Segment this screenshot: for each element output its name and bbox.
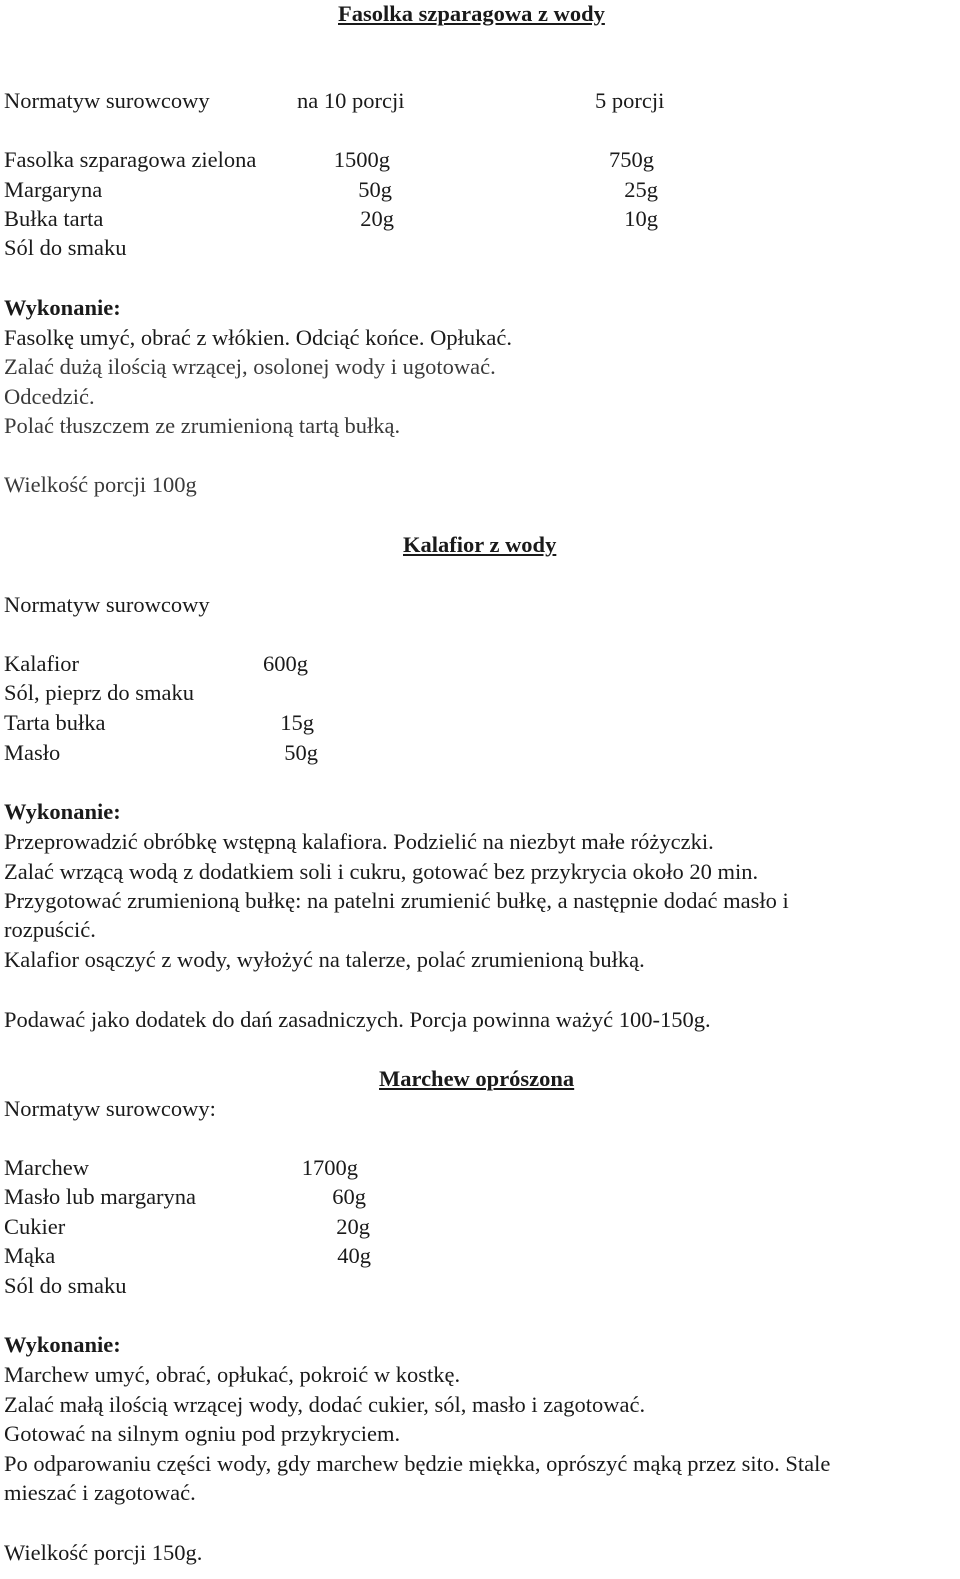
recipe1-col-5: 5 porcji	[595, 88, 665, 113]
recipe3-ingredient-name: Marchew	[4, 1155, 89, 1180]
recipe1-ingredient-q5: 750g	[609, 147, 654, 172]
recipe3-step: Po odparowaniu części wody, gdy marchew będzie miękka, oprószyć mąką przez sito. Stale	[4, 1451, 831, 1476]
recipe1-step: Polać tłuszczem ze zrumienioną tartą bułką.	[4, 413, 401, 438]
recipe3-ingredient-name: Mąka	[4, 1243, 56, 1268]
recipe2-ingredient-name: Masło	[4, 740, 61, 765]
recipe1-portion: Wielkość porcji 100g	[4, 472, 197, 497]
recipe1-step: Zalać dużą ilością wrzącej, osolonej wody i ugotować.	[4, 354, 496, 379]
recipe1-ingredient-name: Fasolka szparagowa zielona	[4, 147, 257, 172]
recipe2-serving: Podawać jako dodatek do dań zasadniczych. Porcja powinna ważyć 100-150g.	[4, 1007, 711, 1032]
recipe1-method-label: Wykonanie:	[4, 295, 121, 320]
recipe2-ingredient-name: Kalafior	[4, 651, 79, 676]
recipe1-step: Fasolkę umyć, obrać z włókien. Odciąć końce. Opłukać.	[4, 325, 512, 350]
recipe1-title: Fasolka szparagowa z wody	[338, 1, 605, 26]
recipe2-ingredient-name: Sól, pieprz do smaku	[4, 680, 194, 705]
recipe3-step: Gotować na silnym ogniu pod przykryciem.	[4, 1421, 401, 1446]
recipe1-col-10: na 10 porcji	[297, 88, 405, 113]
recipe1-ingredient-name: Sól do smaku	[4, 235, 127, 260]
recipe3-ingredient-name: Masło lub margaryna	[4, 1184, 197, 1209]
recipe2-ingredient-qty: 15g	[280, 710, 314, 735]
recipe3-norm-header: Normatyw surowcowy:	[4, 1096, 216, 1121]
recipe3-ingredient-qty: 1700g	[301, 1155, 358, 1180]
recipe1-ingredient-q10: 50g	[358, 177, 392, 202]
recipe2-step: Przeprowadzić obróbkę wstępną kalafiora. Podzielić na niezbyt małe różyczki.	[4, 829, 714, 854]
recipe3-title: Marchew oprószona	[379, 1066, 575, 1091]
recipe2-method-label: Wykonanie:	[4, 799, 121, 824]
recipe3-ingredient-qty: 60g	[332, 1184, 366, 1209]
recipe2-step: Zalać wrzącą wodą z dodatkiem soli i cukru, gotować bez przykrycia około 20 min.	[4, 859, 759, 884]
recipe1-norm-header: Normatyw surowcowy	[4, 88, 210, 113]
recipe2-norm-header: Normatyw surowcowy	[4, 592, 210, 617]
recipe3-step: Marchew umyć, obrać, opłukać, pokroić w kostkę.	[4, 1362, 461, 1387]
recipe2-step: rozpuścić.	[4, 917, 96, 942]
recipe2-ingredient-name: Tarta bułka	[4, 710, 106, 735]
recipe3-step: mieszać i zagotować.	[4, 1480, 196, 1505]
recipe3-ingredient-qty: 20g	[336, 1214, 370, 1239]
recipe1-ingredient-q10: 20g	[360, 206, 394, 231]
recipe3-method-label: Wykonanie:	[4, 1332, 121, 1357]
recipe1-ingredient-name: Bułka tarta	[4, 206, 104, 231]
recipe1-ingredient-q5: 10g	[624, 206, 658, 231]
recipe1-ingredient-q10: 1500g	[333, 147, 390, 172]
recipe2-ingredient-qty: 600g	[263, 651, 308, 676]
recipe1-step: Odcedzić.	[4, 384, 95, 409]
recipe2-step: Kalafior osączyć z wody, wyłożyć na talerze, polać zrumienioną bułką.	[4, 947, 645, 972]
recipe3-ingredient-name: Sól do smaku	[4, 1273, 127, 1298]
recipe3-ingredient-name: Cukier	[4, 1214, 66, 1239]
recipe3-portion: Wielkość porcji 150g.	[4, 1540, 203, 1565]
recipe2-title: Kalafior z wody	[403, 532, 557, 557]
recipe2-step: Przygotować zrumienioną bułkę: na patelni zrumienić bułkę, a następnie dodać masło i	[4, 888, 789, 913]
recipe3-step: Zalać małą ilością wrzącej wody, dodać cukier, sól, masło i zagotować.	[4, 1392, 646, 1417]
recipe1-ingredient-q5: 25g	[624, 177, 658, 202]
recipe3-ingredient-qty: 40g	[337, 1243, 371, 1268]
recipe1-ingredient-name: Margaryna	[4, 177, 103, 202]
recipe2-ingredient-qty: 50g	[284, 740, 318, 765]
